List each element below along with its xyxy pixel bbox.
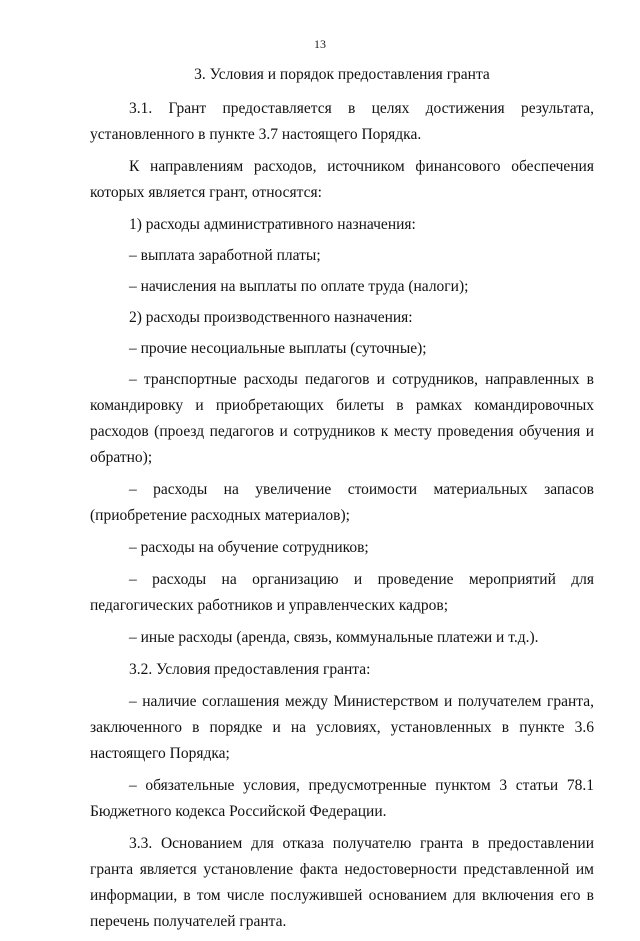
paragraph-3-3: 3.3. Основанием для отказа получателю гранта в предоставлении гранта является установление факта недостоверности представленной им информации, в том числе послужившей основанием для включения его в перечень получателей гранта. xyxy=(90,835,594,930)
list-item-production: 2) расходы производственного назначения: xyxy=(129,309,413,326)
list-item-mandatory-conditions: – обязательные условия, предусмотренные пунктом 3 статьи 78.1 Бюджетного кодекса Российской Федерации. xyxy=(90,777,594,820)
list-item-administrative: 1) расходы административного назначения: xyxy=(129,216,416,233)
list-item-training: – расходы на обучение сотрудников; xyxy=(129,539,369,556)
paragraph-3-2: 3.2. Условия предоставления гранта: xyxy=(129,661,371,678)
list-item-per-diem: – прочие несоциальные выплаты (суточные); xyxy=(129,340,427,357)
paragraph-expense-directions: К направлениям расходов, источником финансового обеспечения которых является грант, относятся: xyxy=(90,158,594,201)
page-number: 13 xyxy=(314,37,326,51)
list-item-salary: – выплата заработной платы; xyxy=(129,247,321,264)
list-item-materials: – расходы на увеличение стоимости материальных запасов (приобретение расходных материалов); xyxy=(90,481,594,524)
list-item-agreement: – наличие соглашения между Министерством и получателем гранта, заключенного в порядке и на условиях, установленных в пункте 3.6 настоящего Порядка; xyxy=(90,693,594,762)
list-item-payroll-taxes: – начисления на выплаты по оплате труда (налоги); xyxy=(129,278,469,295)
document-body xyxy=(90,96,594,941)
paragraph-3-1: 3.1. Грант предоставляется в целях достижения результата, установленного в пункте 3.7 настоящего Порядка. xyxy=(90,100,594,143)
list-item-events: – расходы на организацию и проведение мероприятий для педагогических работников и управленческих кадров; xyxy=(90,571,594,614)
section-title: 3. Условия и порядок предоставления гранта xyxy=(194,66,490,83)
list-item-other-expenses: – иные расходы (аренда, связь, коммунальные платежи и т.д.). xyxy=(129,629,539,646)
list-item-transport: – транспортные расходы педагогов и сотрудников, направленных в командировку и приобретающих билеты в рамках командировочных расходов (проезд педагогов и сотрудников к месту проведения обучения и обратно); xyxy=(90,371,594,466)
